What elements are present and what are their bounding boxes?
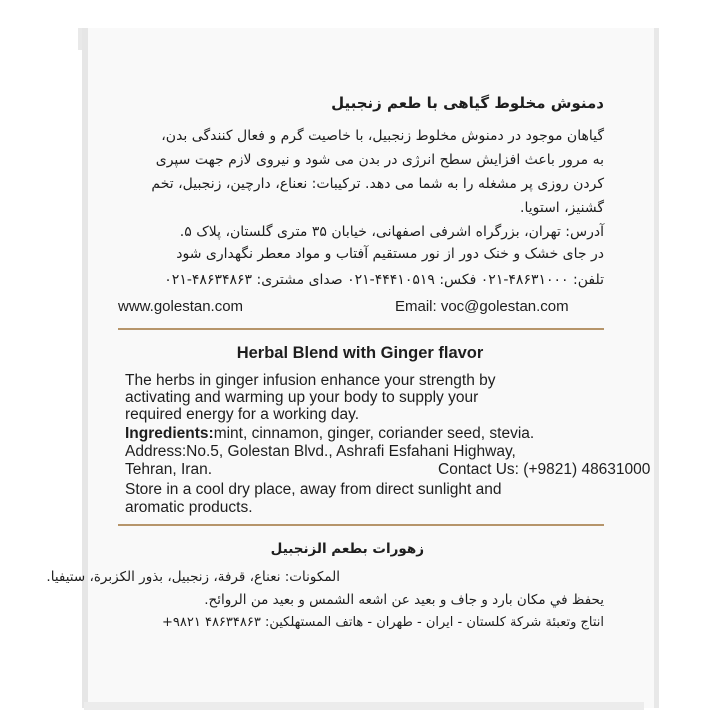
english-description-line: The herbs in ginger infusion enhance your strength by [125,372,496,389]
english-ingredients [125,425,534,443]
ingredients-list: mint, cinnamon, ginger, coriander seed, stevia. [213,425,535,442]
arabic-title: زهورات بطعم الزنجبيل [270,541,424,557]
arabic-storage: يحفظ في مكان بارد و جاف و بعيد عن اشعه الشمس و بعيد من الروائح. [204,592,604,608]
persian-phone-numbers: تلفن: ۴۸۶۳۱۰۰۰-۰۲۱ فکس: ۴۴۴۱۰۵۱۹-۰۲۱ صدای مشتری: ۴۸۶۳۴۸۶۳-۰۲۱ [164,272,604,288]
persian-title: دمنوش مخلوط گیاهی با طعم زنجبیل [331,94,604,112]
arabic-producer-info: انتاج وتعبئة شركة كلستان - ايران - طهران - هاتف المستهلكين: ۴۸۶۳۴۸۶۳ ۹۸۲۱+ [161,615,604,630]
arabic-ingredients: المكونات: نعناع، قرفة، زنجبيل، بذور الكزبرة، ستيفيا. [46,569,340,585]
persian-address: آدرس: تهران، بزرگراه اشرفی اصفهانی، خیابان ۳۵ متری گلستان، پلاک ۵. [179,224,604,240]
website-text: www.golestan.com [118,298,244,315]
persian-description-line: کردن روزی پر مشغله را به شما می دهد. ترکیبات: نعناع، دارچین، زنجبیل، تخم [151,176,604,192]
persian-description-line: به مرور باعث افزایش سطح انرژی در بدن می شود و نیروی لازم جهت سپری [155,152,604,168]
divider-line [118,328,604,330]
english-address-line: Tehran, Iran. [125,461,213,478]
persian-description-line: گیاهان موجود در دمنوش مخلوط زنجبیل، با خاصیت گرم و فعال کنندگی بدن، [161,128,604,144]
box-bottom-flap [84,702,644,710]
english-storage-line: Store in a cool dry place, away from direct sunlight and [125,481,502,498]
ingredients-label: Ingredients: [125,425,214,442]
english-description-line: activating and warming up your body to supply your [125,389,479,406]
english-title: Herbal Blend with Ginger flavor [236,344,484,362]
divider-line [118,524,604,526]
email-text: Email: voc@golestan.com [395,298,569,315]
english-contact-us: Contact Us: (+9821) 48631000 [438,461,651,478]
english-description-line: required energy for a working day. [125,406,360,423]
persian-storage: در جای خشک و خنک دور از نور مستقیم آفتاب و مواد معطر نگهداری شود [176,246,604,262]
persian-description-line: گشنیز، استویا. [520,200,604,216]
english-address-line: Address:No.5, Golestan Blvd., Ashrafi Esfahani Highway, [125,443,516,460]
english-storage-line: aromatic products. [125,499,253,516]
